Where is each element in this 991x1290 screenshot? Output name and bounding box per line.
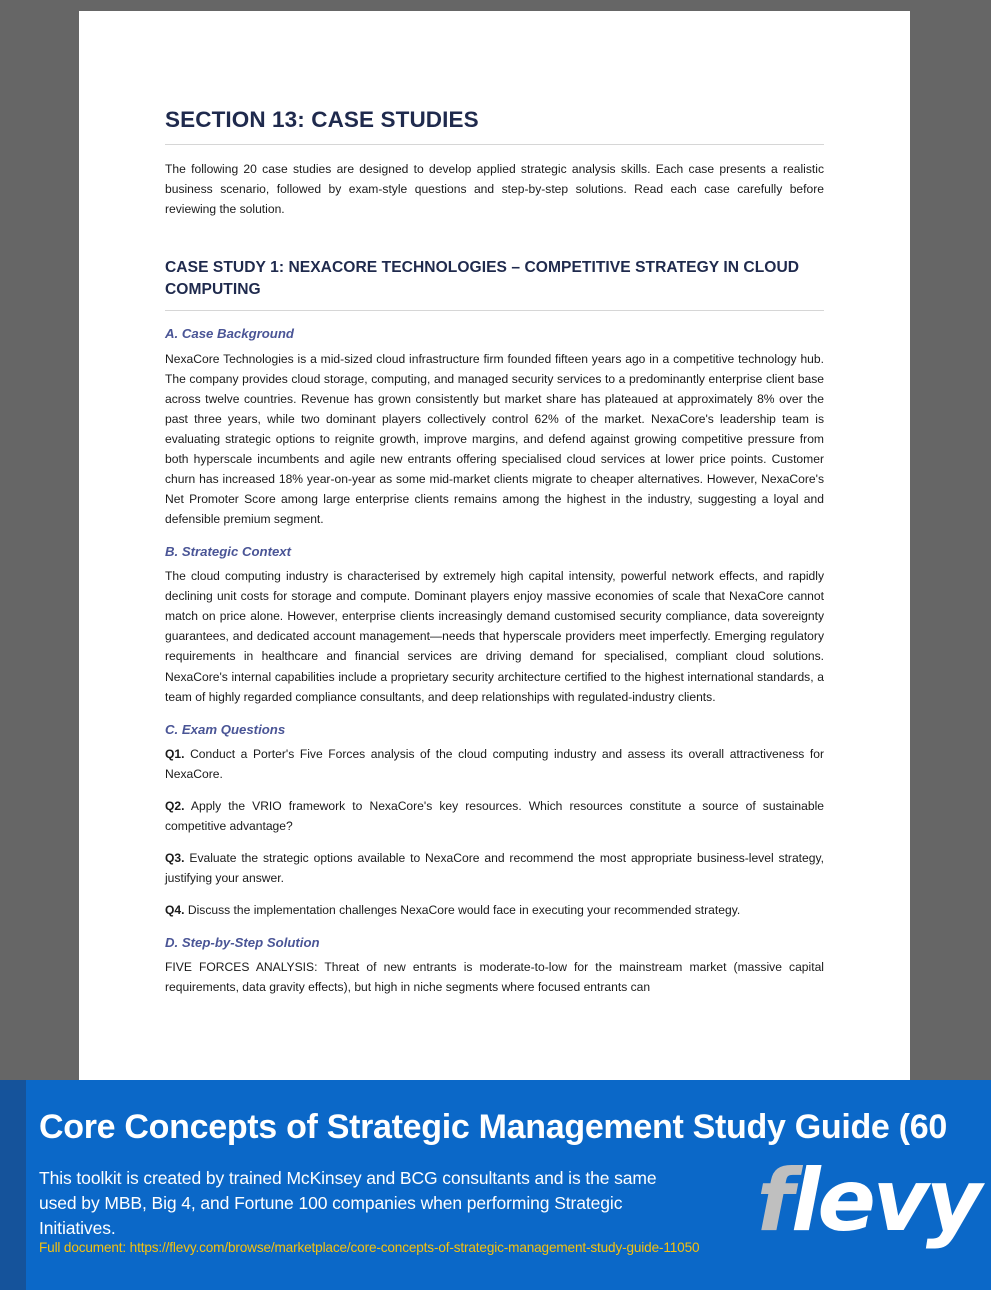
exam-question [165, 900, 824, 920]
question-label: Q3. [165, 851, 185, 866]
subheading-strategic-context: B. Strategic Context [165, 544, 292, 560]
question-text: Discuss the implementation challenges NexaCore would face in executing your recommended strategy. [184, 903, 741, 918]
case-title-divider [165, 310, 824, 311]
strategic-context-paragraph: The cloud computing industry is characterised by extremely high capital intensity, powerful network effects, and rapidly declining unit costs for storage and compute. Dominant players enjoy massive economies of scale that NexaCore cannot match on price alone. However, enterprise clients increasingly demand customised security compliance, data sovereignty guarantees, and dedicated account management—needs that hyperscale providers meet imperfectly. Emerging regulatory requirements in healthcare and financial services are driving demand for specialised, compliant cloud solutions. NexaCore's internal capabilities include a proprietary security architecture certified to the highest international standards, a team of highly regarded compliance consultants, and deep relationships with regulated-industry clients. [165, 569, 824, 704]
flevy-promo-banner [0, 1080, 991, 1290]
case-study-title: CASE STUDY 1: NEXACORE TECHNOLOGIES – COMPETITIVE STRATEGY IN CLOUD COMPUTING [165, 259, 800, 299]
banner-subtitle: This toolkit is created by trained McKinsey and BCG consultants and is the same used by MBB, Big 4, and Fortune 100 companies when performing Strategic Initiatives. [39, 1168, 657, 1239]
section-intro-paragraph: The following 20 case studies are designed to develop applied strategic analysis skills. Each case presents a realistic business scenario, followed by exam-style questions and step-by-step solutions. Read each case carefully before reviewing the solution. [165, 161, 824, 216]
question-text: Apply the VRIO framework to NexaCore's key resources. Which resources constitute a source of sustainable competitive advantage? [165, 798, 824, 833]
question-label: Q4. [165, 903, 185, 918]
banner-document-link[interactable]: Full document: https://flevy.com/browse/marketplace/core-concepts-of-strategic-management-study-guide-11050 [39, 1240, 700, 1255]
case-background-paragraph: NexaCore Technologies is a mid-sized cloud infrastructure firm founded fifteen years ago in a competitive technology hub. The company provides cloud storage, computing, and managed security services to a predominantly enterprise client base across twelve countries. Revenue has grown consistently but market share has plateaued at approximately 8% over the past three years, while two dominant players collectively control 62% of the market. NexaCore's leadership team is evaluating strategic options to reignite growth, improve margins, and defend against growing competitive pressure from both hyperscale incumbents and agile new entrants offering specialised cloud services at lower price points. Customer churn has increased 18% year-on-year as some mid-market clients migrate to cheaper alternatives. However, NexaCore's Net Promoter Score among large enterprise clients remains among the highest in the industry, suggesting a loyal and defensible premium segment. [165, 351, 824, 526]
exam-question [165, 848, 824, 888]
solution-paragraph: FIVE FORCES ANALYSIS: Threat of new entrants is moderate-to-low for the mainstream market (massive capital requirements, data gravity effects), but high in niche segments where focused entrants can [165, 960, 824, 995]
question-label: Q1. [165, 746, 185, 761]
flevy-logo-levy: levy [791, 1151, 979, 1251]
page-content [79, 11, 910, 998]
banner-left-accent-strip [0, 1080, 26, 1290]
page-title: SECTION 13: CASE STUDIES [165, 107, 479, 132]
question-text: Evaluate the strategic options available to NexaCore and recommend the most appropriate business-level strategy, justifying your answer. [165, 851, 824, 886]
subheading-case-background: A. Case Background [165, 326, 294, 342]
subheading-exam-questions: C. Exam Questions [165, 721, 286, 737]
question-text: Conduct a Porter's Five Forces analysis of the cloud computing industry and assess its overall attractiveness for NexaCore. [165, 746, 824, 781]
title-divider [165, 144, 824, 145]
exam-question [165, 744, 824, 784]
exam-question [165, 796, 824, 836]
flevy-logo [756, 1151, 979, 1251]
banner-title: Core Concepts of Strategic Management Study Guide (60 [39, 1108, 947, 1146]
question-label: Q2. [165, 798, 185, 813]
flevy-logo-f: f [756, 1151, 792, 1251]
subheading-step-by-step-solution: D. Step-by-Step Solution [165, 935, 320, 951]
